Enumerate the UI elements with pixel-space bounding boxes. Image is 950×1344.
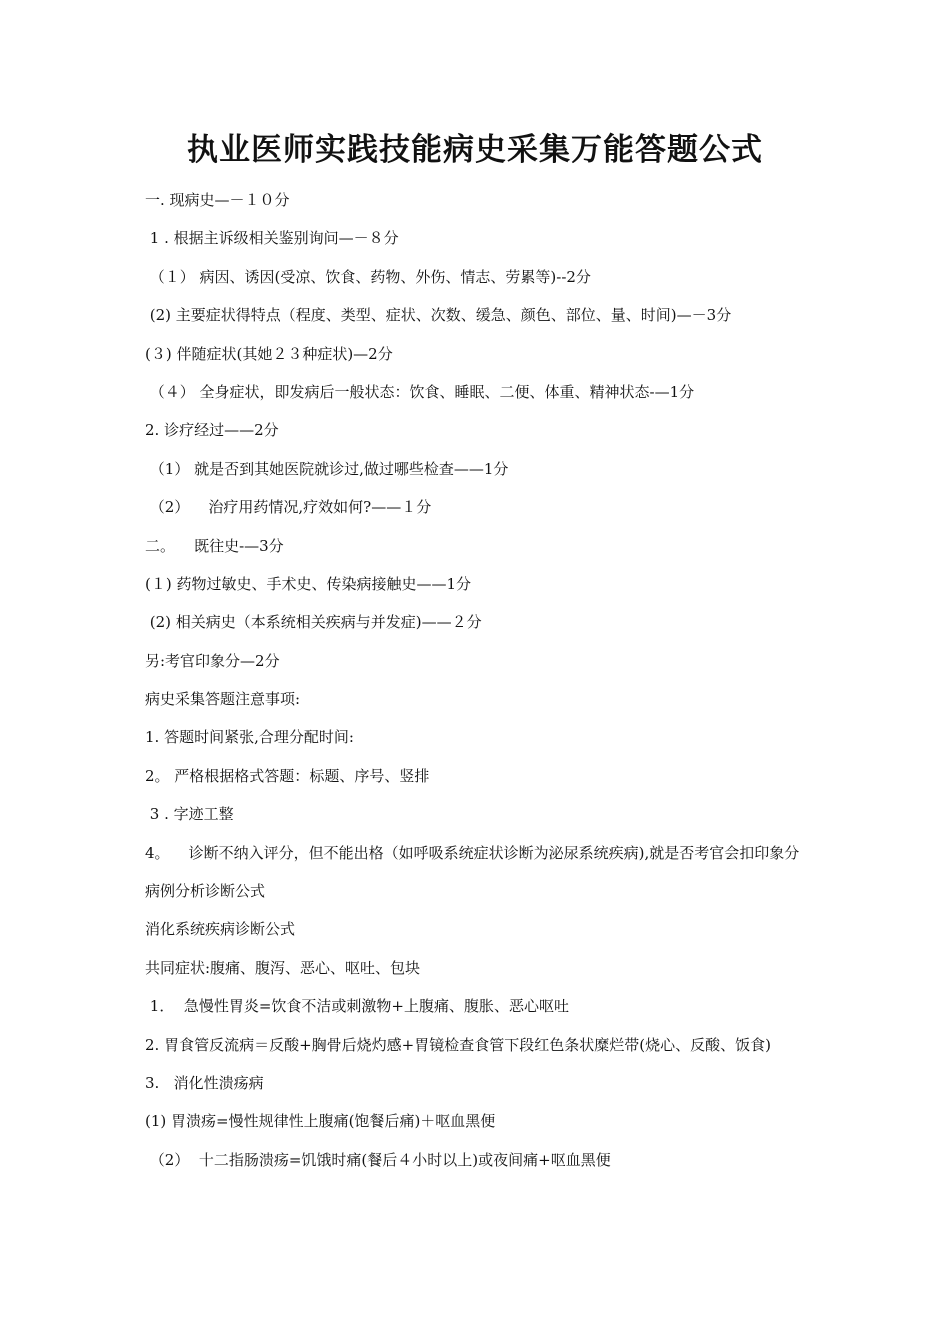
- list-item: （2） 十二指肠溃疡=饥饿时痛(餐后４小时以上)或夜间痛+呕血黑便: [145, 1150, 611, 1169]
- list-item: 2. 胃食管反流病＝反酸+胸骨后烧灼感+胃镜检查食管下段红色条状糜烂带(烧心、反酸、饭食): [145, 1035, 771, 1054]
- list-item: 2。 严格根据格式答题：标题、序号、竖排: [145, 766, 430, 785]
- list-item: （1） 就是否到其她医院就诊过,做过哪些检查——1分: [145, 459, 509, 478]
- document-title: 执业医师实践技能病史采集万能答题公式: [187, 132, 763, 168]
- section-heading-digestive: 消化系统疾病诊断公式: [145, 920, 296, 939]
- list-item: 3. 消化性溃疡病: [145, 1073, 264, 1092]
- list-item: (1) 胃溃疡=慢性规律性上腹痛(饱餐后痛)＋呕血黑便: [145, 1112, 496, 1131]
- list-item: 共同症状:腹痛、腹泻、恶心、呕吐、包块: [145, 958, 421, 977]
- list-item: 4。 诊断不纳入评分，但不能出格（如呼吸系统症状诊断为泌尿系统疾病),就是否考官会扣印象分: [145, 843, 800, 862]
- document-body: [145, 188, 815, 1186]
- list-item: 1 . 根据主诉级相关鉴别询问—－８分: [145, 229, 399, 248]
- list-item: 3 . 字迹工整: [145, 805, 234, 824]
- list-item: (３) 伴随症状(其她２３种症状)—2分: [145, 344, 393, 363]
- list-item: (１) 药物过敏史、手术史、传染病接触史——1分: [145, 574, 472, 593]
- section-heading-notes: 病史采集答题注意事项:: [145, 690, 301, 709]
- section-heading-past-history: 二。 既往史-—3分: [145, 536, 284, 555]
- list-item: 2. 诊疗经过——2分: [145, 421, 279, 440]
- list-item: (2) 主要症状得特点（程度、类型、症状、次数、缓急、颜色、部位、量、时间)—－3分: [145, 306, 732, 325]
- section-heading-present-illness: 一. 现病史—－１０分: [145, 191, 290, 209]
- list-item: （１） 病因、诱因(受凉、饮食、药物、外伤、情志、劳累等)--2分: [145, 267, 591, 286]
- section-heading-case-analysis: 病例分析诊断公式: [145, 882, 266, 901]
- list-item: (2) 相关病史（本系统相关疾病与并发症)——２分: [145, 613, 482, 632]
- list-item: （2） 治疗用药情况,疗效如何?——１分: [145, 498, 432, 517]
- list-item: （４） 全身症状，即发病后一般状态：饮食、睡眠、二便、体重、精神状态-—1分: [145, 382, 695, 401]
- list-item: 1. 答题时间紧张,合理分配时间:: [145, 728, 354, 747]
- list-item: 另:考官印象分—2分: [145, 651, 280, 670]
- list-item: 1． 急慢性胃炎=饮食不洁或刺激物+上腹痛、腹胀、恶心呕吐: [145, 997, 570, 1016]
